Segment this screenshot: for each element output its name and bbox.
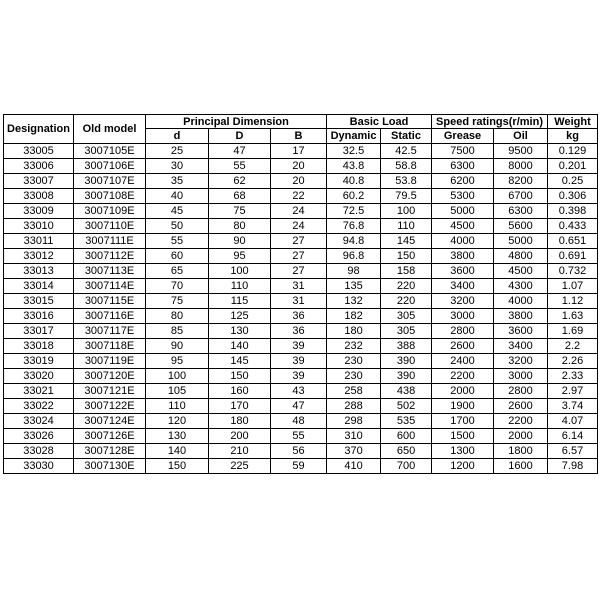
cell-static: 100 bbox=[381, 204, 432, 219]
table-row bbox=[4, 369, 598, 384]
cell-dynamic: 135 bbox=[327, 279, 381, 294]
cell-d: 30 bbox=[146, 159, 209, 174]
cell-D: 68 bbox=[209, 189, 271, 204]
table-row bbox=[4, 159, 598, 174]
cell-designation: 33011 bbox=[4, 234, 74, 249]
cell-d: 55 bbox=[146, 234, 209, 249]
cell-D: 75 bbox=[209, 204, 271, 219]
cell-d: 35 bbox=[146, 174, 209, 189]
cell-dynamic: 232 bbox=[327, 339, 381, 354]
table-row bbox=[4, 324, 598, 339]
cell-grease: 6200 bbox=[432, 174, 494, 189]
table-row bbox=[4, 264, 598, 279]
cell-designation: 33021 bbox=[4, 384, 74, 399]
table-row bbox=[4, 174, 598, 189]
cell-oil: 8200 bbox=[494, 174, 548, 189]
cell-oil: 3000 bbox=[494, 369, 548, 384]
cell-designation: 33010 bbox=[4, 219, 74, 234]
cell-D: 110 bbox=[209, 279, 271, 294]
cell-designation: 33018 bbox=[4, 339, 74, 354]
cell-static: 650 bbox=[381, 444, 432, 459]
cell-old-model: 3007114E bbox=[74, 279, 146, 294]
cell-B: 48 bbox=[271, 414, 327, 429]
header-speed-ratings: Speed ratings(r/min) bbox=[432, 115, 548, 129]
cell-oil: 5000 bbox=[494, 234, 548, 249]
table-row bbox=[4, 339, 598, 354]
cell-static: 388 bbox=[381, 339, 432, 354]
cell-B: 36 bbox=[271, 309, 327, 324]
cell-B: 55 bbox=[271, 429, 327, 444]
cell-D: 140 bbox=[209, 339, 271, 354]
cell-designation: 33028 bbox=[4, 444, 74, 459]
cell-weight: 0.732 bbox=[548, 264, 598, 279]
cell-d: 110 bbox=[146, 399, 209, 414]
cell-d: 130 bbox=[146, 429, 209, 444]
cell-dynamic: 132 bbox=[327, 294, 381, 309]
cell-d: 85 bbox=[146, 324, 209, 339]
header-principal-dimension: Principal Dimension bbox=[146, 115, 327, 129]
cell-dynamic: 96.8 bbox=[327, 249, 381, 264]
cell-B: 36 bbox=[271, 324, 327, 339]
cell-static: 502 bbox=[381, 399, 432, 414]
cell-grease: 1300 bbox=[432, 444, 494, 459]
header-basic-load: Basic Load bbox=[327, 115, 432, 129]
cell-old-model: 3007120E bbox=[74, 369, 146, 384]
cell-designation: 33020 bbox=[4, 369, 74, 384]
cell-weight: 2.26 bbox=[548, 354, 598, 369]
cell-dynamic: 230 bbox=[327, 354, 381, 369]
cell-designation: 33022 bbox=[4, 399, 74, 414]
cell-oil: 3800 bbox=[494, 309, 548, 324]
cell-static: 220 bbox=[381, 279, 432, 294]
cell-designation: 33009 bbox=[4, 204, 74, 219]
cell-dynamic: 32.5 bbox=[327, 144, 381, 159]
cell-static: 145 bbox=[381, 234, 432, 249]
cell-old-model: 3007110E bbox=[74, 219, 146, 234]
cell-oil: 6700 bbox=[494, 189, 548, 204]
cell-grease: 2400 bbox=[432, 354, 494, 369]
cell-B: 56 bbox=[271, 444, 327, 459]
cell-old-model: 3007126E bbox=[74, 429, 146, 444]
header-designation: Designation bbox=[4, 115, 74, 144]
cell-old-model: 3007109E bbox=[74, 204, 146, 219]
cell-old-model: 3007116E bbox=[74, 309, 146, 324]
table-row bbox=[4, 354, 598, 369]
header-row-top bbox=[4, 115, 598, 129]
cell-weight: 2.33 bbox=[548, 369, 598, 384]
cell-designation: 33007 bbox=[4, 174, 74, 189]
cell-grease: 1500 bbox=[432, 429, 494, 444]
cell-weight: 0.691 bbox=[548, 249, 598, 264]
bearing-spec-table bbox=[3, 114, 598, 474]
cell-D: 115 bbox=[209, 294, 271, 309]
table-row bbox=[4, 219, 598, 234]
table-row bbox=[4, 309, 598, 324]
cell-D: 80 bbox=[209, 219, 271, 234]
cell-old-model: 3007106E bbox=[74, 159, 146, 174]
cell-weight: 4.07 bbox=[548, 414, 598, 429]
cell-oil: 4500 bbox=[494, 264, 548, 279]
cell-grease: 3800 bbox=[432, 249, 494, 264]
cell-weight: 1.63 bbox=[548, 309, 598, 324]
cell-B: 59 bbox=[271, 459, 327, 474]
cell-oil: 6300 bbox=[494, 204, 548, 219]
cell-D: 210 bbox=[209, 444, 271, 459]
header-d: d bbox=[146, 129, 209, 144]
cell-grease: 1900 bbox=[432, 399, 494, 414]
table-row bbox=[4, 234, 598, 249]
cell-oil: 2600 bbox=[494, 399, 548, 414]
cell-oil: 4000 bbox=[494, 294, 548, 309]
cell-d: 70 bbox=[146, 279, 209, 294]
cell-weight: 6.14 bbox=[548, 429, 598, 444]
cell-B: 22 bbox=[271, 189, 327, 204]
cell-old-model: 3007117E bbox=[74, 324, 146, 339]
cell-grease: 2200 bbox=[432, 369, 494, 384]
cell-grease: 6300 bbox=[432, 159, 494, 174]
cell-oil: 3400 bbox=[494, 339, 548, 354]
cell-designation: 33008 bbox=[4, 189, 74, 204]
table-row bbox=[4, 444, 598, 459]
cell-old-model: 3007130E bbox=[74, 459, 146, 474]
cell-d: 25 bbox=[146, 144, 209, 159]
cell-designation: 33005 bbox=[4, 144, 74, 159]
cell-weight: 1.12 bbox=[548, 294, 598, 309]
cell-grease: 4000 bbox=[432, 234, 494, 249]
cell-d: 120 bbox=[146, 414, 209, 429]
cell-old-model: 3007113E bbox=[74, 264, 146, 279]
cell-d: 50 bbox=[146, 219, 209, 234]
cell-static: 600 bbox=[381, 429, 432, 444]
cell-dynamic: 40.8 bbox=[327, 174, 381, 189]
cell-B: 17 bbox=[271, 144, 327, 159]
header-old-model: Old model bbox=[74, 115, 146, 144]
cell-weight: 1.69 bbox=[548, 324, 598, 339]
cell-weight: 3.74 bbox=[548, 399, 598, 414]
cell-dynamic: 98 bbox=[327, 264, 381, 279]
cell-old-model: 3007111E bbox=[74, 234, 146, 249]
cell-old-model: 3007121E bbox=[74, 384, 146, 399]
cell-D: 170 bbox=[209, 399, 271, 414]
cell-oil: 4300 bbox=[494, 279, 548, 294]
cell-d: 140 bbox=[146, 444, 209, 459]
cell-grease: 1200 bbox=[432, 459, 494, 474]
cell-weight: 2.2 bbox=[548, 339, 598, 354]
table-row bbox=[4, 249, 598, 264]
cell-weight: 1.07 bbox=[548, 279, 598, 294]
cell-oil: 1600 bbox=[494, 459, 548, 474]
cell-designation: 33026 bbox=[4, 429, 74, 444]
cell-oil: 2800 bbox=[494, 384, 548, 399]
cell-weight: 7.98 bbox=[548, 459, 598, 474]
cell-static: 220 bbox=[381, 294, 432, 309]
cell-designation: 33006 bbox=[4, 159, 74, 174]
cell-D: 160 bbox=[209, 384, 271, 399]
cell-grease: 3600 bbox=[432, 264, 494, 279]
cell-static: 535 bbox=[381, 414, 432, 429]
cell-d: 40 bbox=[146, 189, 209, 204]
cell-dynamic: 60.2 bbox=[327, 189, 381, 204]
cell-designation: 33024 bbox=[4, 414, 74, 429]
cell-static: 390 bbox=[381, 354, 432, 369]
cell-D: 150 bbox=[209, 369, 271, 384]
cell-dynamic: 370 bbox=[327, 444, 381, 459]
cell-B: 39 bbox=[271, 339, 327, 354]
cell-designation: 33013 bbox=[4, 264, 74, 279]
cell-weight: 2.97 bbox=[548, 384, 598, 399]
cell-d: 90 bbox=[146, 339, 209, 354]
table-row bbox=[4, 279, 598, 294]
cell-designation: 33016 bbox=[4, 309, 74, 324]
cell-weight: 0.651 bbox=[548, 234, 598, 249]
cell-designation: 33030 bbox=[4, 459, 74, 474]
cell-d: 80 bbox=[146, 309, 209, 324]
cell-weight: 0.398 bbox=[548, 204, 598, 219]
cell-B: 20 bbox=[271, 174, 327, 189]
header-static: Static bbox=[381, 129, 432, 144]
cell-d: 75 bbox=[146, 294, 209, 309]
cell-d: 150 bbox=[146, 459, 209, 474]
cell-weight: 0.25 bbox=[548, 174, 598, 189]
cell-D: 100 bbox=[209, 264, 271, 279]
table-row bbox=[4, 399, 598, 414]
cell-grease: 4500 bbox=[432, 219, 494, 234]
cell-designation: 33019 bbox=[4, 354, 74, 369]
cell-D: 145 bbox=[209, 354, 271, 369]
table-row bbox=[4, 294, 598, 309]
cell-static: 438 bbox=[381, 384, 432, 399]
cell-grease: 7500 bbox=[432, 144, 494, 159]
table-row bbox=[4, 189, 598, 204]
cell-d: 105 bbox=[146, 384, 209, 399]
cell-static: 305 bbox=[381, 324, 432, 339]
cell-dynamic: 230 bbox=[327, 369, 381, 384]
cell-oil: 9500 bbox=[494, 144, 548, 159]
cell-dynamic: 410 bbox=[327, 459, 381, 474]
cell-B: 24 bbox=[271, 204, 327, 219]
cell-static: 79.5 bbox=[381, 189, 432, 204]
cell-D: 180 bbox=[209, 414, 271, 429]
cell-grease: 3000 bbox=[432, 309, 494, 324]
cell-dynamic: 72.5 bbox=[327, 204, 381, 219]
cell-grease: 2800 bbox=[432, 324, 494, 339]
cell-oil: 8000 bbox=[494, 159, 548, 174]
cell-D: 47 bbox=[209, 144, 271, 159]
cell-oil: 3200 bbox=[494, 354, 548, 369]
header-B: B bbox=[271, 129, 327, 144]
cell-dynamic: 180 bbox=[327, 324, 381, 339]
cell-oil: 2200 bbox=[494, 414, 548, 429]
cell-old-model: 3007118E bbox=[74, 339, 146, 354]
header-grease: Grease bbox=[432, 129, 494, 144]
cell-d: 95 bbox=[146, 354, 209, 369]
cell-static: 58.8 bbox=[381, 159, 432, 174]
cell-d: 45 bbox=[146, 204, 209, 219]
cell-D: 90 bbox=[209, 234, 271, 249]
cell-static: 150 bbox=[381, 249, 432, 264]
cell-old-model: 3007124E bbox=[74, 414, 146, 429]
cell-B: 31 bbox=[271, 294, 327, 309]
header-kg: kg bbox=[548, 129, 598, 144]
table-row bbox=[4, 459, 598, 474]
cell-d: 65 bbox=[146, 264, 209, 279]
cell-weight: 0.306 bbox=[548, 189, 598, 204]
cell-grease: 2600 bbox=[432, 339, 494, 354]
cell-oil: 4800 bbox=[494, 249, 548, 264]
cell-D: 62 bbox=[209, 174, 271, 189]
cell-grease: 1700 bbox=[432, 414, 494, 429]
cell-grease: 3400 bbox=[432, 279, 494, 294]
cell-static: 158 bbox=[381, 264, 432, 279]
cell-grease: 5000 bbox=[432, 204, 494, 219]
cell-D: 225 bbox=[209, 459, 271, 474]
cell-old-model: 3007105E bbox=[74, 144, 146, 159]
cell-weight: 0.129 bbox=[548, 144, 598, 159]
table-body bbox=[4, 144, 598, 474]
cell-d: 100 bbox=[146, 369, 209, 384]
cell-B: 39 bbox=[271, 354, 327, 369]
cell-dynamic: 310 bbox=[327, 429, 381, 444]
cell-B: 27 bbox=[271, 234, 327, 249]
cell-D: 200 bbox=[209, 429, 271, 444]
table-row bbox=[4, 144, 598, 159]
cell-designation: 33014 bbox=[4, 279, 74, 294]
cell-dynamic: 258 bbox=[327, 384, 381, 399]
cell-dynamic: 94.8 bbox=[327, 234, 381, 249]
cell-old-model: 3007115E bbox=[74, 294, 146, 309]
table-row bbox=[4, 414, 598, 429]
header-oil: Oil bbox=[494, 129, 548, 144]
cell-old-model: 3007112E bbox=[74, 249, 146, 264]
cell-designation: 33012 bbox=[4, 249, 74, 264]
cell-old-model: 3007108E bbox=[74, 189, 146, 204]
header-dynamic: Dynamic bbox=[327, 129, 381, 144]
cell-weight: 6.57 bbox=[548, 444, 598, 459]
cell-D: 55 bbox=[209, 159, 271, 174]
cell-static: 700 bbox=[381, 459, 432, 474]
cell-oil: 1800 bbox=[494, 444, 548, 459]
cell-d: 60 bbox=[146, 249, 209, 264]
cell-B: 39 bbox=[271, 369, 327, 384]
header-weight: Weight bbox=[548, 115, 598, 129]
cell-dynamic: 288 bbox=[327, 399, 381, 414]
cell-old-model: 3007107E bbox=[74, 174, 146, 189]
cell-B: 47 bbox=[271, 399, 327, 414]
cell-D: 95 bbox=[209, 249, 271, 264]
cell-dynamic: 298 bbox=[327, 414, 381, 429]
cell-old-model: 3007122E bbox=[74, 399, 146, 414]
cell-B: 31 bbox=[271, 279, 327, 294]
cell-dynamic: 76.8 bbox=[327, 219, 381, 234]
cell-static: 305 bbox=[381, 309, 432, 324]
cell-old-model: 3007119E bbox=[74, 354, 146, 369]
cell-B: 43 bbox=[271, 384, 327, 399]
cell-D: 125 bbox=[209, 309, 271, 324]
cell-grease: 5300 bbox=[432, 189, 494, 204]
cell-grease: 2000 bbox=[432, 384, 494, 399]
table-row bbox=[4, 429, 598, 444]
cell-old-model: 3007128E bbox=[74, 444, 146, 459]
cell-designation: 33015 bbox=[4, 294, 74, 309]
header-D: D bbox=[209, 129, 271, 144]
cell-static: 42.5 bbox=[381, 144, 432, 159]
cell-oil: 3600 bbox=[494, 324, 548, 339]
cell-grease: 3200 bbox=[432, 294, 494, 309]
table-row bbox=[4, 204, 598, 219]
cell-D: 130 bbox=[209, 324, 271, 339]
cell-B: 20 bbox=[271, 159, 327, 174]
table-row bbox=[4, 384, 598, 399]
cell-weight: 0.433 bbox=[548, 219, 598, 234]
cell-dynamic: 182 bbox=[327, 309, 381, 324]
cell-oil: 2000 bbox=[494, 429, 548, 444]
cell-B: 27 bbox=[271, 264, 327, 279]
cell-weight: 0.201 bbox=[548, 159, 598, 174]
cell-designation: 33017 bbox=[4, 324, 74, 339]
cell-static: 110 bbox=[381, 219, 432, 234]
cell-B: 27 bbox=[271, 249, 327, 264]
cell-static: 53.8 bbox=[381, 174, 432, 189]
cell-static: 390 bbox=[381, 369, 432, 384]
cell-dynamic: 43.8 bbox=[327, 159, 381, 174]
cell-oil: 5600 bbox=[494, 219, 548, 234]
cell-B: 24 bbox=[271, 219, 327, 234]
